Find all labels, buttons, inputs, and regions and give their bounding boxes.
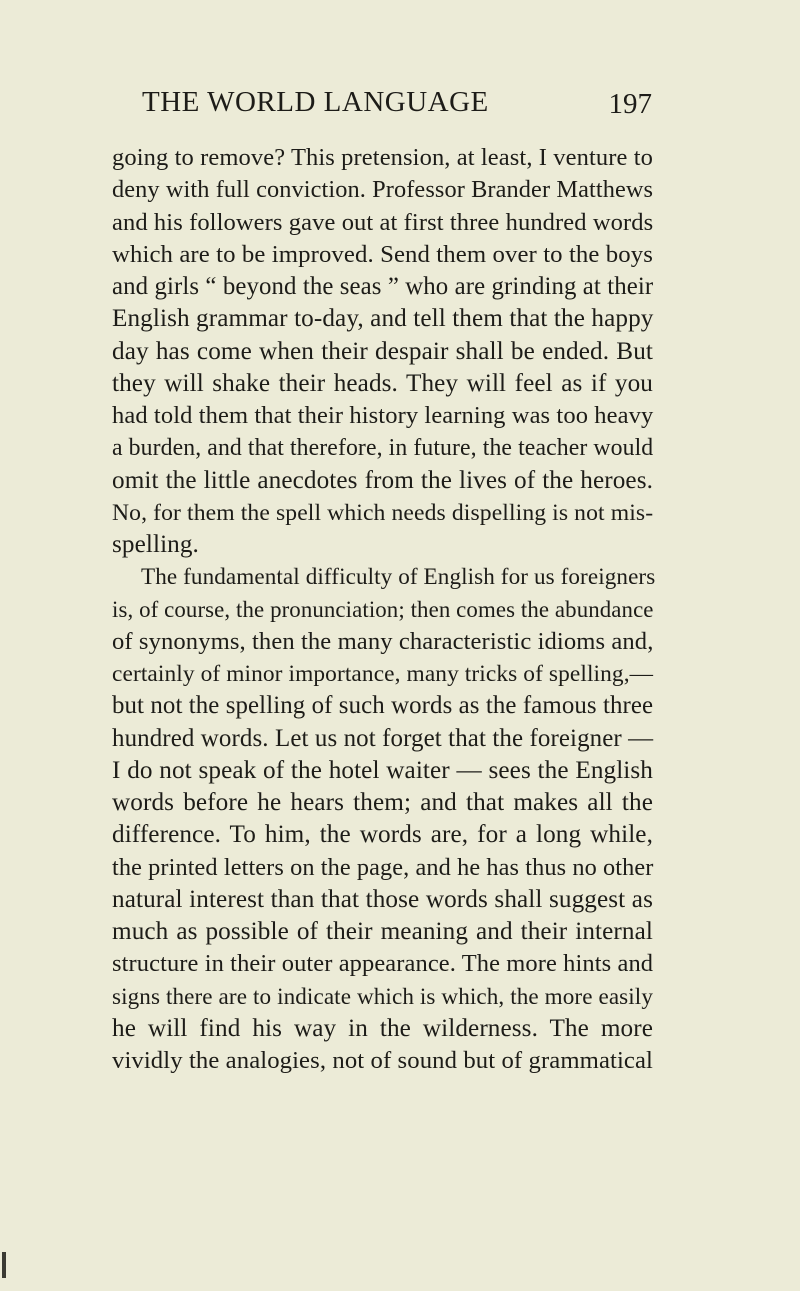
text-line: and girls “ beyond the seas ” who are grinding at their — [112, 273, 654, 300]
text-line: deny with full conviction. Professor Brander Matthews — [112, 176, 654, 204]
text-line: hundred words. Let us not forget that the foreigner — — [112, 724, 654, 752]
text-line: English grammar to-day, and tell them that the happy — [112, 305, 654, 333]
text-line: he will find his way in the wilderness. The more — [112, 1014, 653, 1042]
text-line: is, of course, the pronunciation; then comes the abundance — [112, 596, 654, 622]
running-head-title: THE WORLD LANGUAGE — [142, 86, 489, 118]
text-line: certainly of minor importance, many tricks of spelling,— — [112, 661, 654, 687]
text-line: difference. To him, the words are, for a long while, — [112, 821, 653, 849]
text-line: they will shake their heads. They will feel as if you — [112, 369, 653, 397]
text-line: day has come when their despair shall be ended. But — [112, 337, 653, 365]
text-line: and his followers gave out at first three hundred words — [112, 208, 654, 236]
page-number: 197 — [608, 88, 652, 120]
text-line: had told them that their history learning was too heavy — [112, 402, 654, 429]
text-line: natural interest than that those words shall suggest as — [112, 885, 653, 913]
text-line: of synonyms, then the many characteristic idioms and, — [112, 627, 654, 655]
page-edge-mark — [2, 1252, 6, 1278]
text-line: spelling. — [112, 531, 199, 558]
text-line: vividly the analogies, not of sound but of grammatical — [112, 1047, 653, 1074]
text-line: going to remove? This pretension, at least, I venture to — [112, 144, 653, 171]
text-line: omit the little anecdotes from the lives of the heroes. — [112, 466, 653, 494]
text-line: signs there are to indicate which is which, the more easily — [112, 983, 653, 1010]
text-line: but not the spelling of such words as the famous three — [112, 692, 654, 720]
running-head — [112, 86, 652, 126]
text-line: structure in their outer appearance. The more hints and — [112, 950, 654, 978]
text-line: No, for them the spell which needs dispelling is not mis- — [112, 499, 654, 526]
text-line: words before he hears them; and that makes all the — [112, 789, 653, 816]
text-line: a burden, and that therefore, in future, the teacher would — [112, 435, 654, 462]
text-line: which are to be improved. Send them over to the boys — [112, 240, 653, 268]
text-line: I do not speak of the hotel waiter — sees the English — [112, 756, 653, 784]
text-line: The fundamental difficulty of English for us foreigners — [141, 564, 656, 591]
text-line: the printed letters on the page, and he has thus no other — [112, 853, 654, 881]
body-text — [112, 142, 656, 1077]
text-line: much as possible of their meaning and their internal — [112, 918, 653, 945]
